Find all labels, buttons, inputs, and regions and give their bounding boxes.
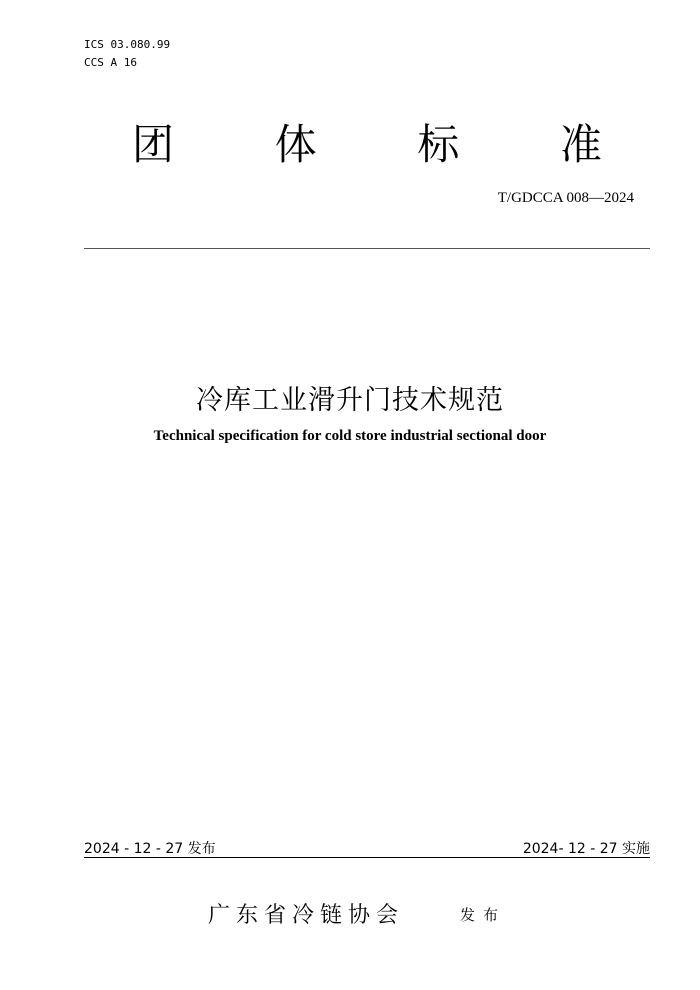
heading-char-2: 体 xyxy=(274,120,317,169)
ics-code: ICS 03.080.99 xyxy=(84,38,171,51)
document-title-english: Technical specification for cold store industrial sectional door xyxy=(153,428,547,444)
implementation-date: 2024- 12 - 27 实施 xyxy=(522,841,650,857)
standard-type-heading xyxy=(84,112,650,172)
top-divider xyxy=(84,248,650,249)
heading-char-4: 准 xyxy=(559,120,602,169)
document-title: 冷库工业滑升门技术规范 xyxy=(196,385,504,416)
classification-codes xyxy=(84,36,170,72)
issue-date: 2024 - 12 - 27 发布 xyxy=(84,841,216,857)
heading-char-3: 标 xyxy=(417,120,460,169)
ccs-code: CCS A 16 xyxy=(84,56,137,69)
bottom-divider xyxy=(84,857,650,858)
standard-number: T/GDCCA 008—2024 xyxy=(497,190,634,206)
publisher-name: 广东省冷链协会 xyxy=(208,903,405,928)
publish-label: 发布 xyxy=(460,906,507,924)
heading-char-1: 团 xyxy=(132,120,175,169)
